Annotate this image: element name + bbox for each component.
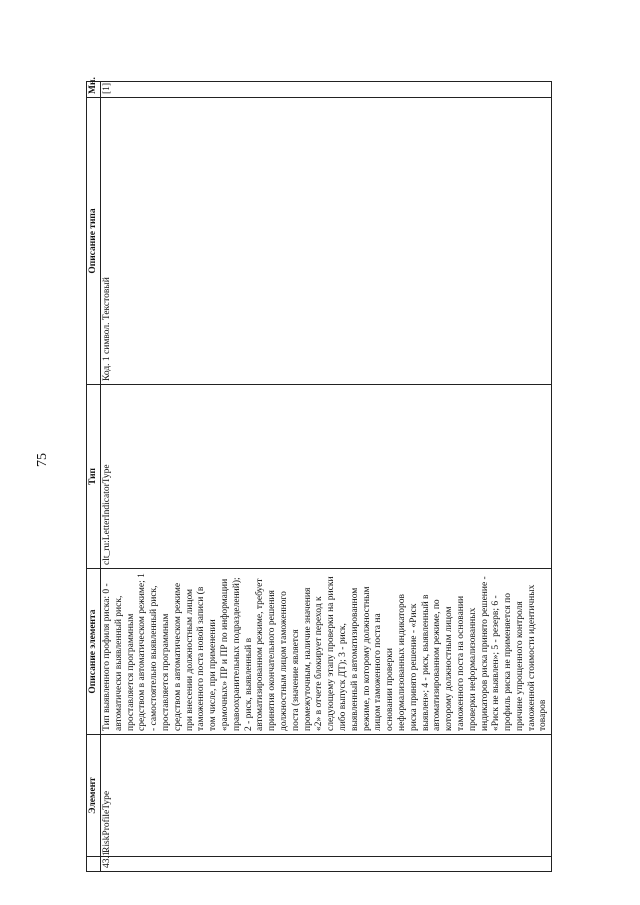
header-element: Элемент xyxy=(87,735,101,857)
cell-type-description: Код. 1 символ. Текстовый xyxy=(101,98,552,385)
cell-element-description: Тип выявленного профиля риска: 0 - автоматически выявленный риск, проставляется программным средством в автоматическом режиме; 1 - самостоятельно выявленный риск, проставляется программным средством в автоматическом режиме при внесении должностным лицом таможенного поста новой записи (в том числе, при применении «рамочных» ПР и ПР по информации правоохранительных подразделений); 2 - риск, выявленный в автоматизированном режиме, требует принятия окончательного решения должностным лицом таможенного поста (значение является промежуточным, наличие значения «2» в отчете блокирует переход к следующему этапу проверки на риски либо выпуск ДТ); 3 - риск, выявленный в автоматизированном режиме, по которому должностным лицом таможенного поста на основании проверки неформализованных индикаторов риска принято решение - «Риск выявлен»; 4 - риск, выявленный в автоматизированном режиме, по которому должностным лицом таможенного поста на основании проверки неформализованных индикаторов риска принято решение - «Риск не выявлен»; 5 - резерв; 6 - профиль риска не применяется по причине упрощенного контроля таможенной стоимости идентичных товаров xyxy=(101,569,552,735)
cell-element: RiskProfileType xyxy=(101,735,552,857)
header-multiplicity: Мн. xyxy=(87,82,101,98)
header-type: Тип xyxy=(87,385,101,569)
header-type-description: Описание типа xyxy=(87,98,101,385)
table-row xyxy=(101,82,552,872)
header-row xyxy=(87,82,101,872)
page-number: 75 xyxy=(35,453,50,467)
cell-num: 43.1. xyxy=(101,857,552,872)
rotated-table-wrapper xyxy=(86,77,552,872)
cell-type: clt_ru:LetterIndicatorType xyxy=(101,385,552,569)
header-element-description: Описание элемента xyxy=(87,569,101,735)
element-table xyxy=(86,77,552,872)
cell-multiplicity: [1] xyxy=(101,82,552,98)
header-num xyxy=(87,857,101,872)
